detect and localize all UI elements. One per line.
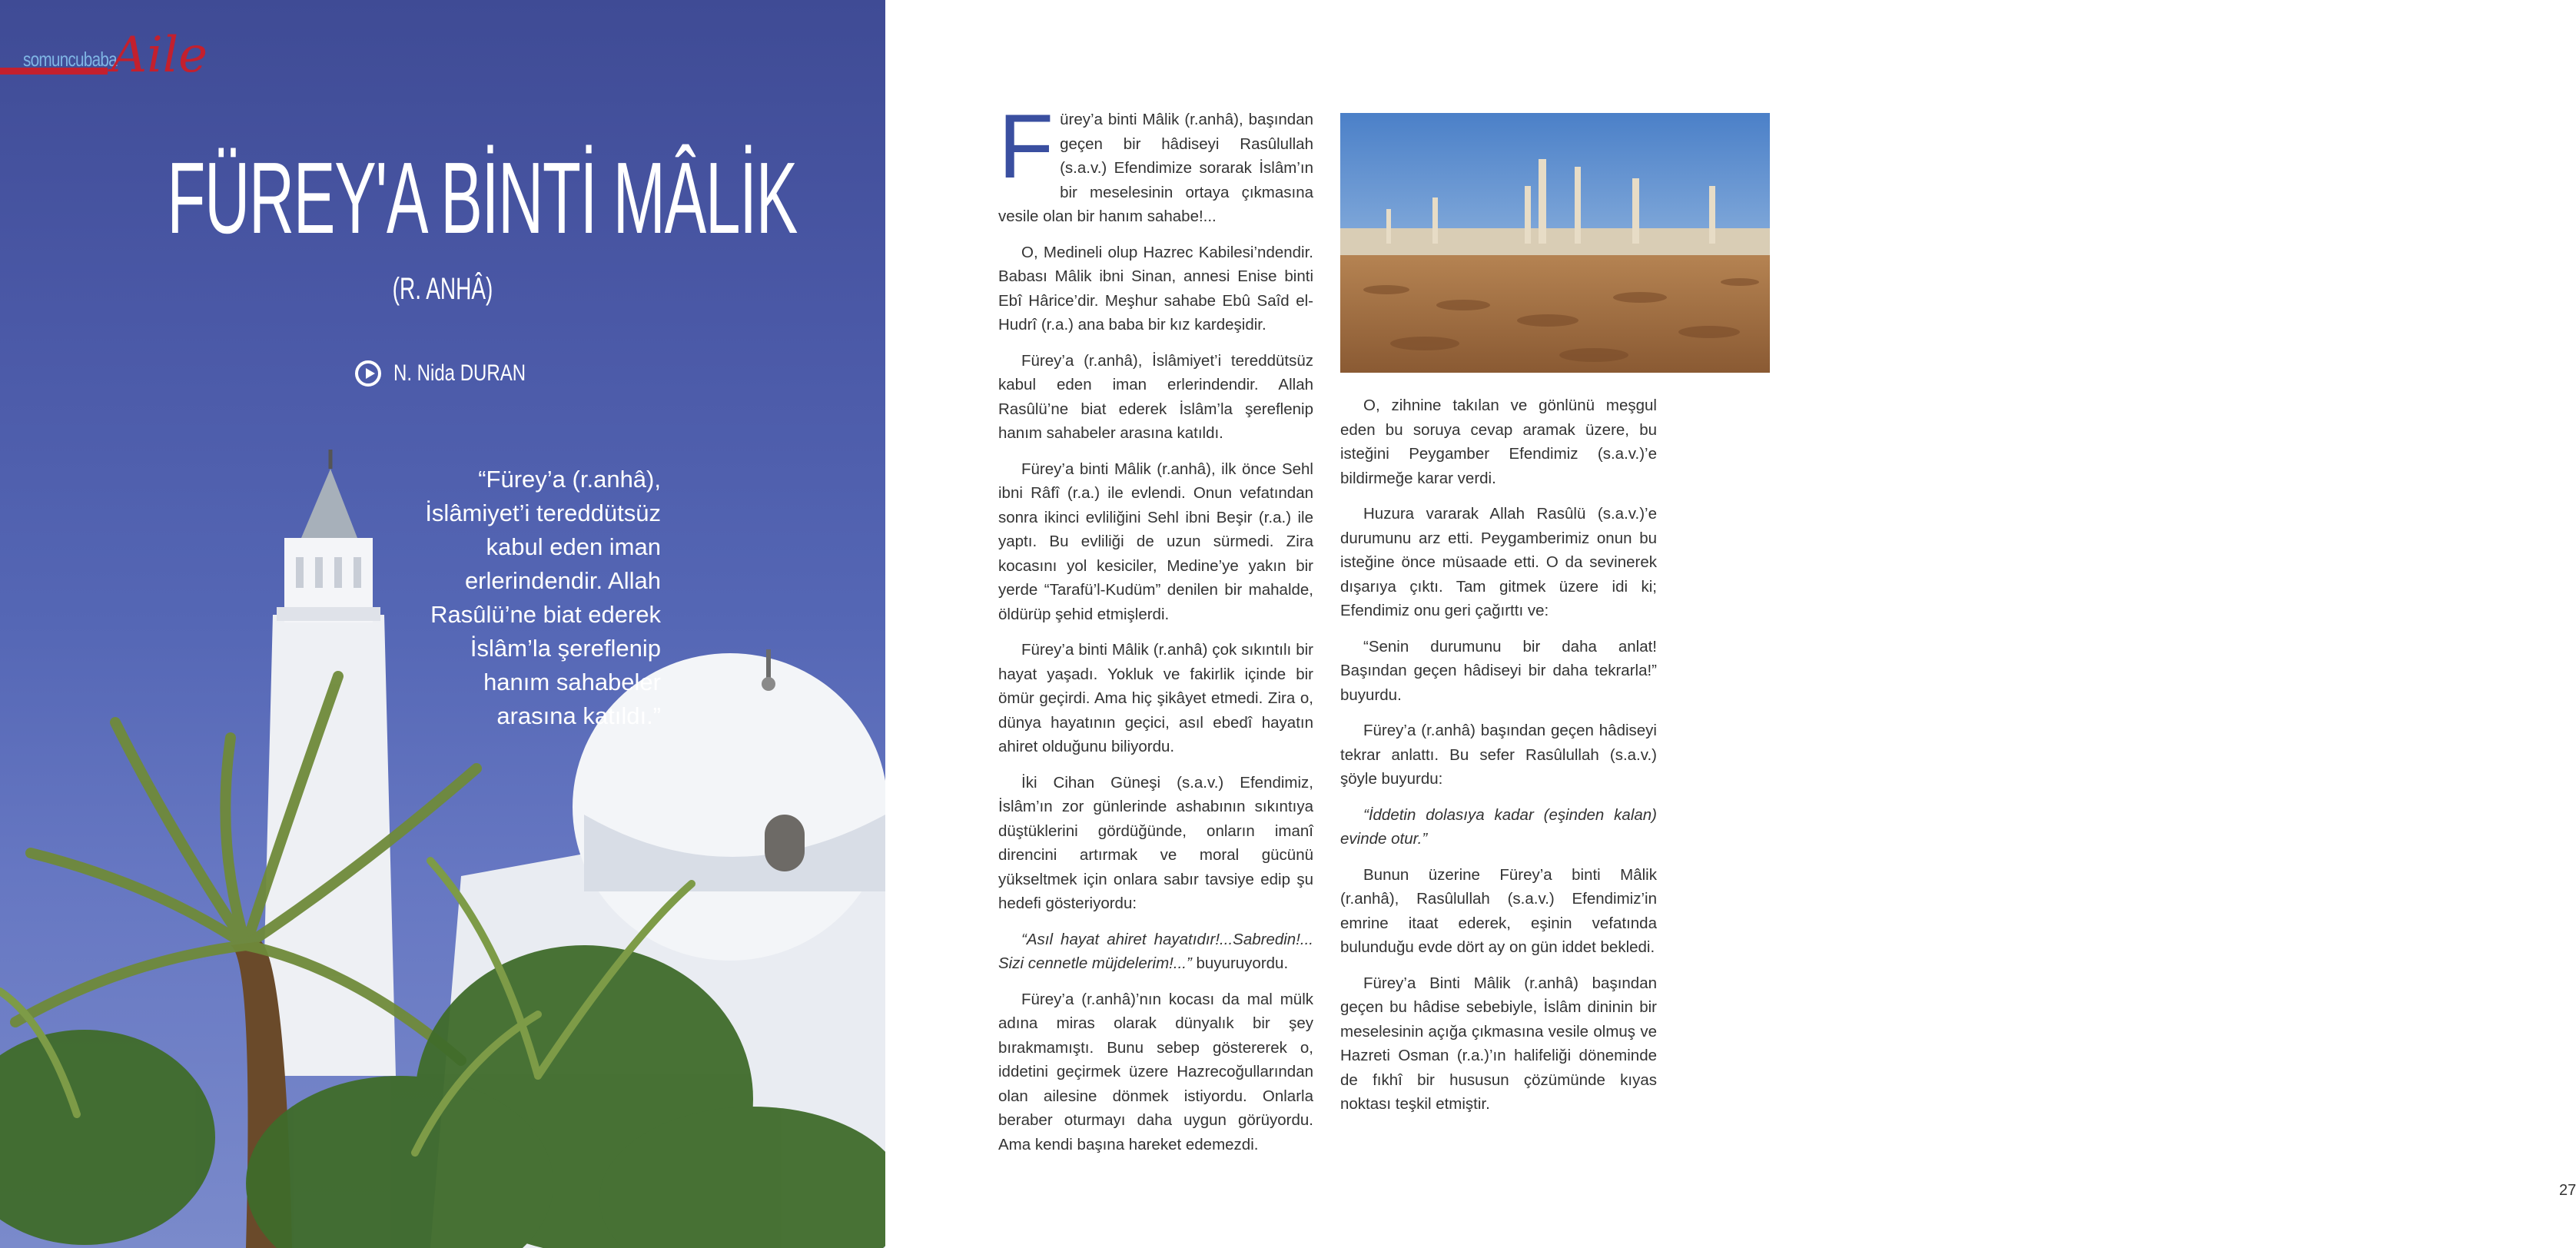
paragraph: Fürey’a (r.anhâ), İslâmiyet’i tereddütsüz kabul eden iman erlerindendir. Allah Rasûlü’ne biat ederek İslâm’la şereflenip hanım sahabeler arasına katıldı. [998,351,1313,442]
quote-paragraph [998,928,1313,976]
article-title: FÜREY'A BİNTİ MÂLİK [167,141,798,254]
text-column-1 [998,96,1313,1168]
brand-name: somuncubaba [23,48,117,71]
paragraph: “Senin durumunu bir daha anlat! Başından geçen hâdiseyi bir daha tekrarla!” buyurdu. [1340,637,1657,704]
drop-cap: F [998,96,1054,197]
paragraph: Fürey’a binti Mâlik (r.anhâ), ilk önce Sehl ibni Râfî (r.a.) ile evlendi. Onun vefatından sonra ikinci evliliğini Sehl ibni Beşir (r.a.) ile yaptı. Bu evliliği de uzun sürmedi. Zira kocasını yol kesiciler, Medine’ye yakın bir yerde “Tarafü’l-Kudüm” denilen bir mahalde, öldürüp şehid etmişlerdi. [998,460,1313,623]
paragraph: Bunun üzerine Fürey’a binti Mâlik (r.anhâ), Rasûlullah (s.a.v.) Efendimiz’in emrine itaat ederek, eşinin vefatında bulunduğu evde dört ay on gün iddet bekledi. [1340,865,1657,956]
brand-section: Aile [111,27,208,84]
play-circle-icon [355,360,381,387]
quote-italic: “Asıl hayat ahiret hayatıdır!...Sabredin!... Sizi cennetle müjdelerim!...” [998,930,1313,972]
brand-logo [0,27,208,85]
cemetery-photo [1340,113,1770,373]
paragraph: Huzura vararak Allah Rasûlü (s.a.v.)’e durumunu arz etti. Peygamberimiz onun bu isteğine önce müsaade etti. O da sevinerek dışarıya çıktı. Tam gitmek üzere idi ki; Efendimiz onu geri çağırttı ve: [1340,505,1657,619]
quote-paragraph: “İddetin dolasıya kadar (eşinden kalan) evinde otur.” [1340,805,1657,848]
pull-quote: “Fürey’a (r.anhâ), İslâmiyet’i tereddütsüz kabul eden iman erlerindendir. Allah Rasûlü’ne biat ederek İslâm’la şereflenip hanım sahabeler arasına katıldı.” [425,466,661,729]
paragraph: O, Medineli olup Hazrec Kabilesi’ndendir. Babası Mâlik ibni Sinan, annesi Enise binti Ebî Hârice’dir. Meşhur sahabe Ebû Saîd el-Hudrî (r.a.) ana baba bir kız kardeşidir. [998,243,1313,334]
paragraph: Fürey’a Binti Mâlik (r.anhâ) başından geçen bu hâdise sebebiyle, İslâm dininin bir meselesinin açığa çıkmasına vesile olmuş ve Hazreti Osman (r.a.)’ın halifeliği döneminde de fıkhî bir hususun çözümünde kıyas noktası teşkil etmiştir. [1340,974,1657,1113]
baqi-cemetery-image [1340,113,1770,373]
author-name: N. Nida DURAN [393,360,526,386]
right-page [885,0,2576,1248]
paragraph: O, zihnine takılan ve gönlünü meşgul eden bu soruya cevap aramak üzere, bu isteğini Peygamber Efendimiz (s.a.v.)’e bildirmeğe karar verdi. [1340,397,1657,487]
article-subtitle: (R. ANHÂ) [392,272,493,306]
left-page [0,0,885,1248]
text-column-2 [1340,393,1657,1128]
quote-rest: buyuruyordu. [1191,954,1289,972]
paragraph: Fürey’a (r.anhâ)’nın kocası da mal mülk adına miras olarak dünyalık bir şey bırakmamıştı. Bunu sebep göstererek o, iddetini geçirmek üzere Hazrecoğullarından olan ailesine dönmek istiyordu. Onlarla beraber oturmayı daha uygun görüyordu. Ama kendi başına hareket edemezdi. [998,990,1313,1153]
page-number: 27 [2559,1182,2576,1199]
paragraph-1 [998,96,1313,229]
article-author [355,358,559,389]
paragraph: Fürey’a (r.anhâ) başından geçen hâdiseyi tekrar anlattı. Bu sefer Rasûlullah (s.a.v.) şöyle buyurdu: [1340,722,1657,788]
paragraph: Fürey’a binti Mâlik (r.anhâ) çok sıkıntılı bir hayat yaşadı. Yokluk ve fakirlik içinde bir ömür geçirdi. Ama hiç şikâyet etmedi. Zira o, dünya hayatının geçici, asıl ebedî hayatın ahiret olduğunu biliyordu. [998,641,1313,755]
paragraph-text: ürey’a binti Mâlik (r.anhâ), başından geçen bir hâdiseyi Rasûlullah (s.a.v.) Efendimize sorarak İslâm’ın bir meselesinin ortaya çıkmasına vesile olan bir hanım sahabe!... [998,111,1313,225]
paragraph: İki Cihan Güneşi (s.a.v.) Efendimiz, İslâm’ın zor günlerinde ashabının sıkıntıya düştüklerini gördüğünde, onların imanî direncini artırmak ve moral gücünü yükseltmek için onlara sabır tavsiye edip şu hedefi gösteriyordu: [998,773,1313,912]
